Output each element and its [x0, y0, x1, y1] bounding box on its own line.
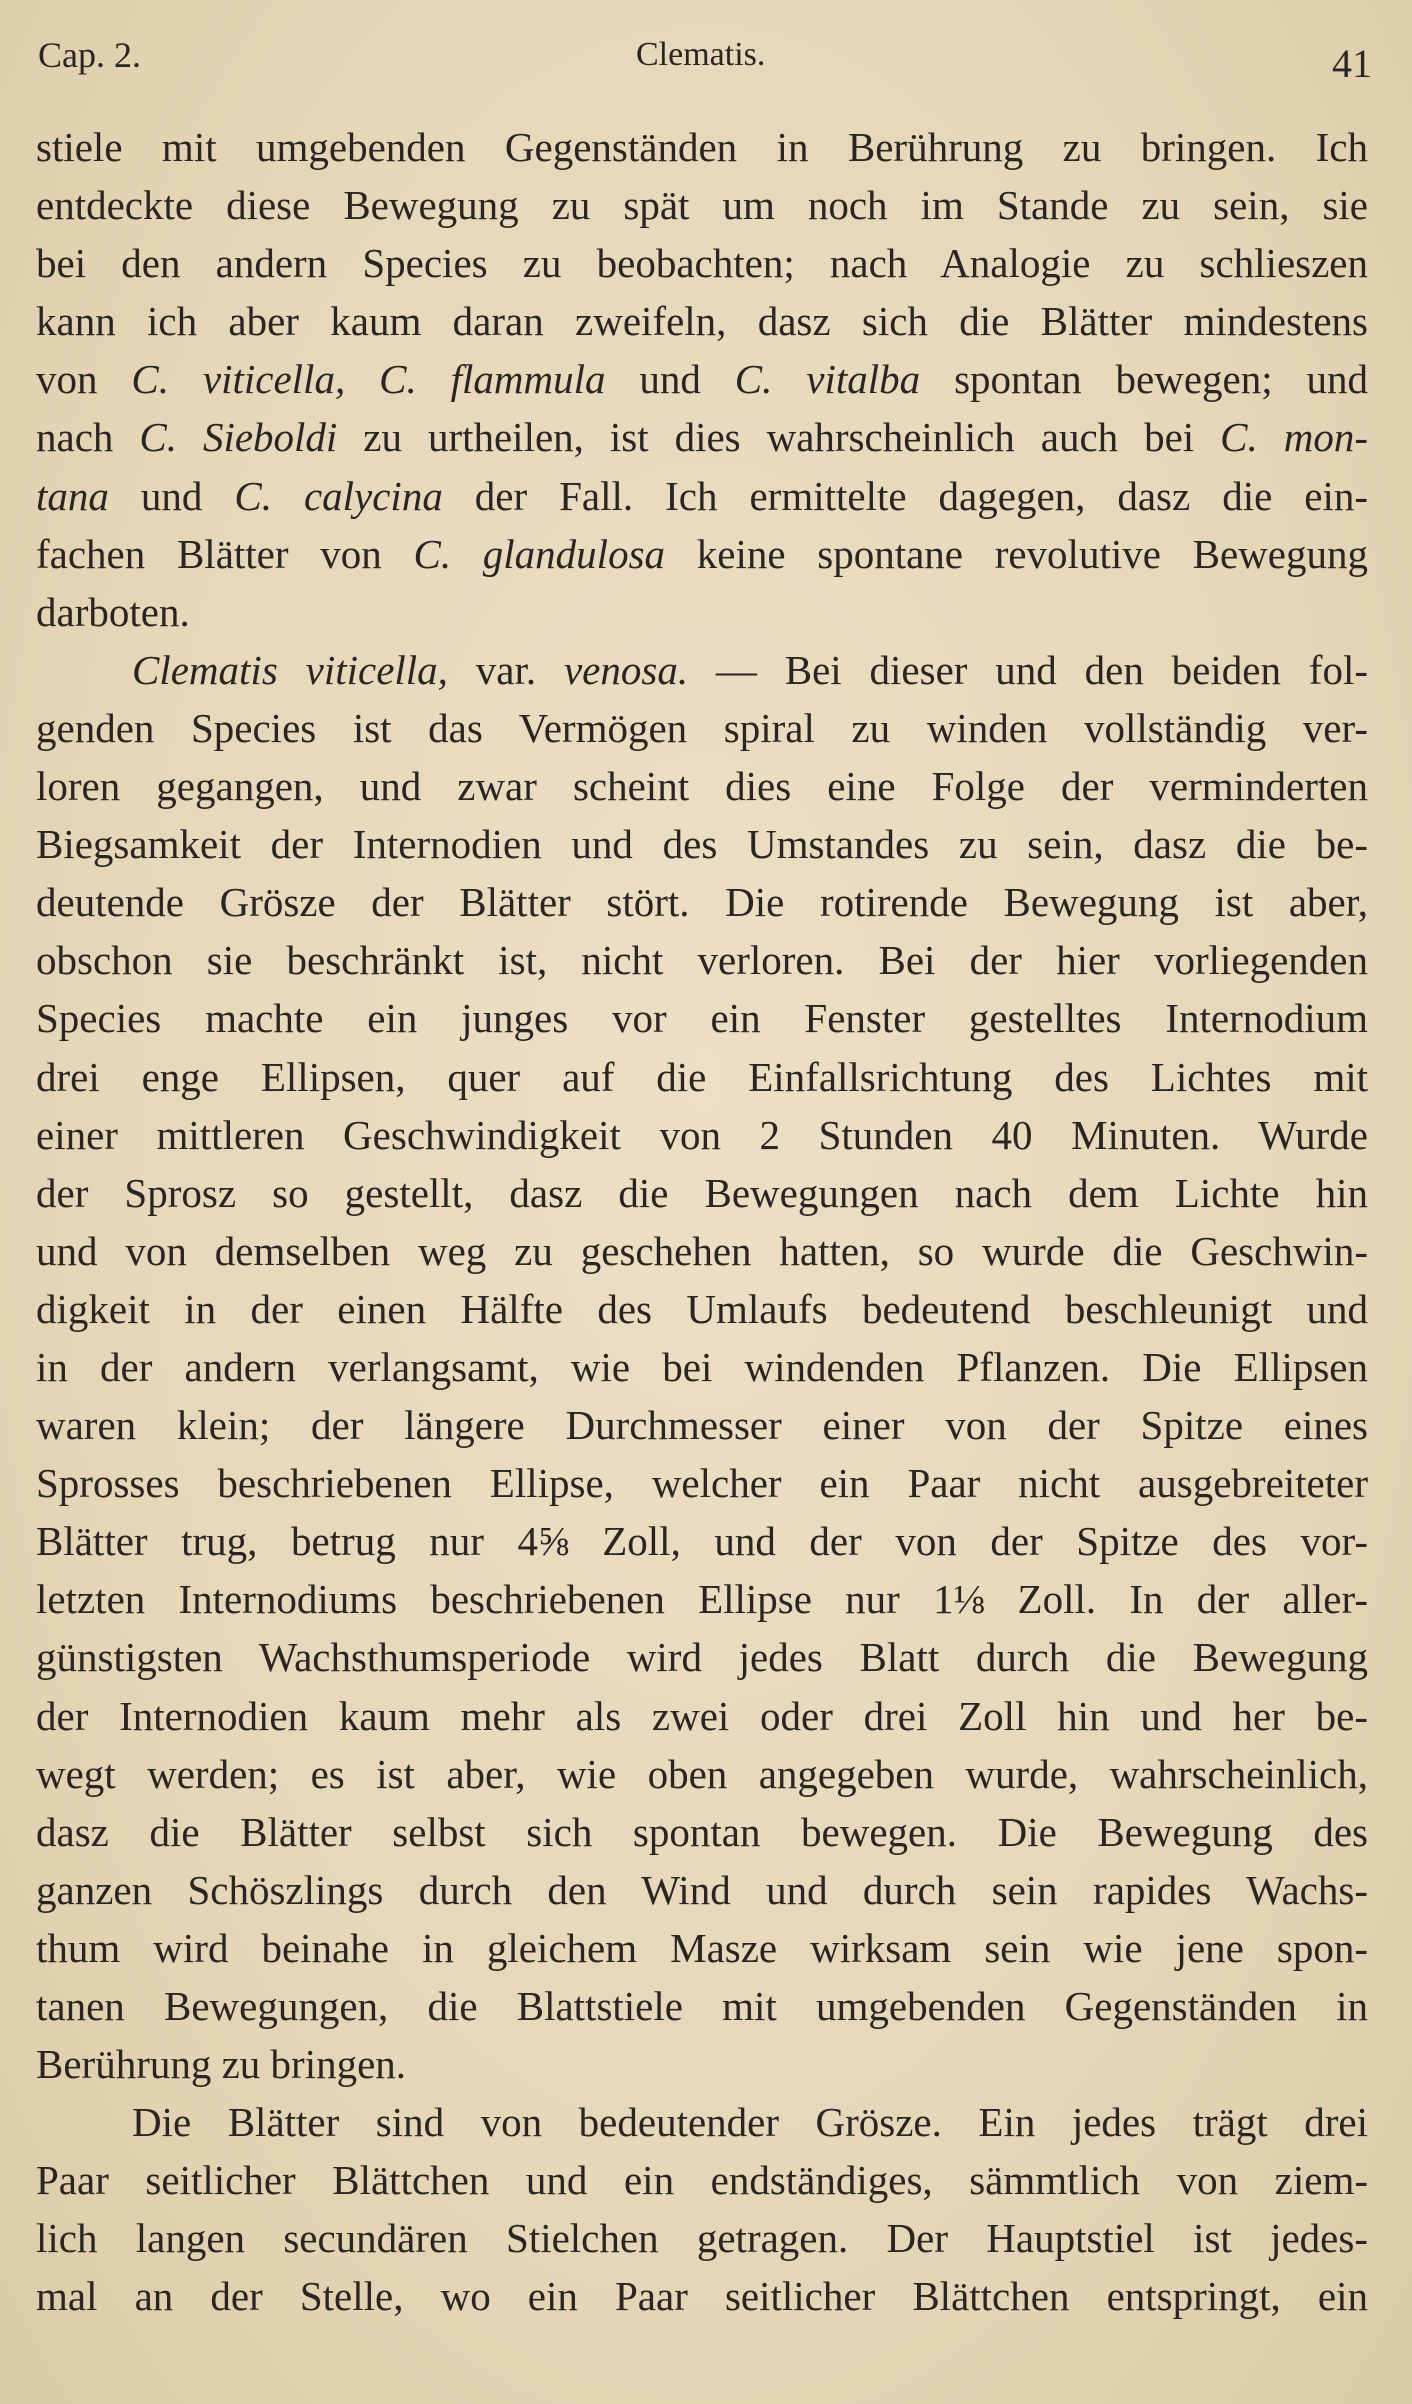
text-line: tanen Bewegungen, die Blattstiele mit umgebenden Gegenständen in: [36, 1983, 1368, 2029]
text-line: genden Species ist das Vermögen spiral zu winden vollständig ver-: [36, 704, 1368, 751]
species-name: venosa.: [563, 646, 689, 693]
text-line: digkeit in der einen Hälfte des Umlaufs bedeutend beschleunigt und: [36, 1285, 1368, 1332]
text-line: Die Blätter sind von bedeutender Grösze. Ein jedes trägt drei: [132, 2099, 1368, 2146]
text-line: letzten Internodiums beschriebenen Ellipse nur 1⅛ Zoll. In der aller-: [36, 1576, 1368, 1623]
text-line: Species machte ein junges vor ein Fenster gestelltes Internodium: [36, 995, 1368, 1042]
species-name: C. viticella,: [131, 356, 346, 403]
text-line: deutende Grösze der Blätter stört. Die rotirende Bewegung ist aber,: [36, 879, 1368, 926]
text-line: einer mittleren Geschwindigkeit von 2 Stunden 40 Minuten. Wurde: [36, 1111, 1368, 1158]
body-text: [36, 118, 1368, 2326]
text-line: loren gegangen, und zwar scheint dies eine Folge der verminderten: [36, 763, 1368, 810]
text-line: dasz die Blätter selbst sich spontan bewegen. Die Bewegung des: [36, 1808, 1368, 1855]
text-line: Sprosses beschriebenen Ellipse, welcher ein Paar nicht ausgebreiteter: [36, 1460, 1368, 1507]
text-line: lich langen secundären Stielchen getragen. Der Hauptstiel ist jedes-: [36, 2215, 1368, 2262]
text-line: entdeckte diese Bewegung zu spät um noch im Stande zu sein, sie: [36, 182, 1368, 229]
text-line: bei den andern Species zu beobachten; nach Analogie zu schlieszen: [36, 240, 1368, 287]
text-line: ganzen Schöszlings durch den Wind und durch sein rapides Wachs-: [36, 1866, 1368, 1913]
text-line: obschon sie beschränkt ist, nicht verloren. Bei der hier vorliegenden: [36, 937, 1368, 984]
text-line: Paar seitlicher Blättchen und ein endständiges, sämmtlich von ziem-: [36, 2157, 1368, 2204]
text-line: der Internodien kaum mehr als zwei oder drei Zoll hin und her be-: [36, 1692, 1368, 1739]
text-line: wegt werden; es ist aber, wie oben angegeben wurde, wahrscheinlich,: [36, 1750, 1368, 1797]
text-line: drei enge Ellipsen, quer auf die Einfallsrichtung des Lichtes mit: [36, 1053, 1368, 1100]
running-head: [38, 30, 1372, 90]
text-line: kann ich aber kaum daran zweifeln, dasz sich die Blätter mindestens: [36, 298, 1368, 345]
species-name: C. flammula: [379, 356, 606, 403]
text-line: mal an der Stelle, wo ein Paar seitlicher Blättchen entspringt, ein: [36, 2273, 1368, 2320]
text-line: in der andern verlangsamt, wie bei windenden Pflanzen. Die Ellipsen: [36, 1343, 1368, 1390]
page-number: 41: [1332, 41, 1372, 86]
text-line: waren klein; der längere Durchmesser einer von der Spitze eines: [36, 1402, 1368, 1449]
species-name: C. mon-: [1220, 414, 1368, 461]
text-line: Blätter trug, betrug nur 4⅝ Zoll, und der von der Spitze des vor-: [36, 1518, 1368, 1565]
text-line: tana und C. calycina der Fall. Ich ermittelte dagegen, dasz die ein-: [36, 472, 1368, 519]
text-line: der Sprosz so gestellt, dasz die Bewegungen nach dem Lichte hin: [36, 1169, 1368, 1216]
text-line: stiele mit umgebenden Gegenständen in Berührung zu bringen. Ich: [36, 124, 1368, 170]
running-title: Clematis.: [636, 36, 766, 73]
text-line: Berührung zu bringen.: [36, 2041, 407, 2088]
text-line: thum wird beinahe in gleichem Masze wirksam sein wie jene spon-: [36, 1924, 1368, 1971]
text-line: nach C. Sieboldi zu urtheilen, ist dies wahrscheinlich auch bei C. mon-: [36, 414, 1368, 461]
chapter-label: Cap. 2.: [38, 35, 141, 75]
text-line: darboten.: [36, 588, 190, 635]
text-line: günstigsten Wachsthumsperiode wird jedes Blatt durch die Bewegung: [36, 1634, 1368, 1681]
species-name: Clematis viticella,: [132, 646, 448, 693]
species-name: C. Sieboldi: [139, 414, 338, 461]
text-line: Clematis viticella, var. venosa. — Bei dieser und den beiden fol-: [132, 646, 1368, 693]
species-name: tana: [36, 472, 109, 519]
text-line: und von demselben weg zu geschehen hatten, so wurde die Geschwin-: [36, 1227, 1368, 1274]
species-name: C. vitalba: [734, 356, 921, 403]
species-name: C. calycina: [234, 472, 443, 519]
text-line: fachen Blätter von C. glandulosa keine spontane revolutive Bewegung: [36, 530, 1368, 577]
text-line: von C. viticella, C. flammula und C. vitalba spontan bewegen; und: [36, 356, 1368, 403]
text-line: Biegsamkeit der Internodien und des Umstandes zu sein, dasz die be-: [36, 821, 1368, 868]
species-name: C. glandulosa: [413, 530, 666, 577]
